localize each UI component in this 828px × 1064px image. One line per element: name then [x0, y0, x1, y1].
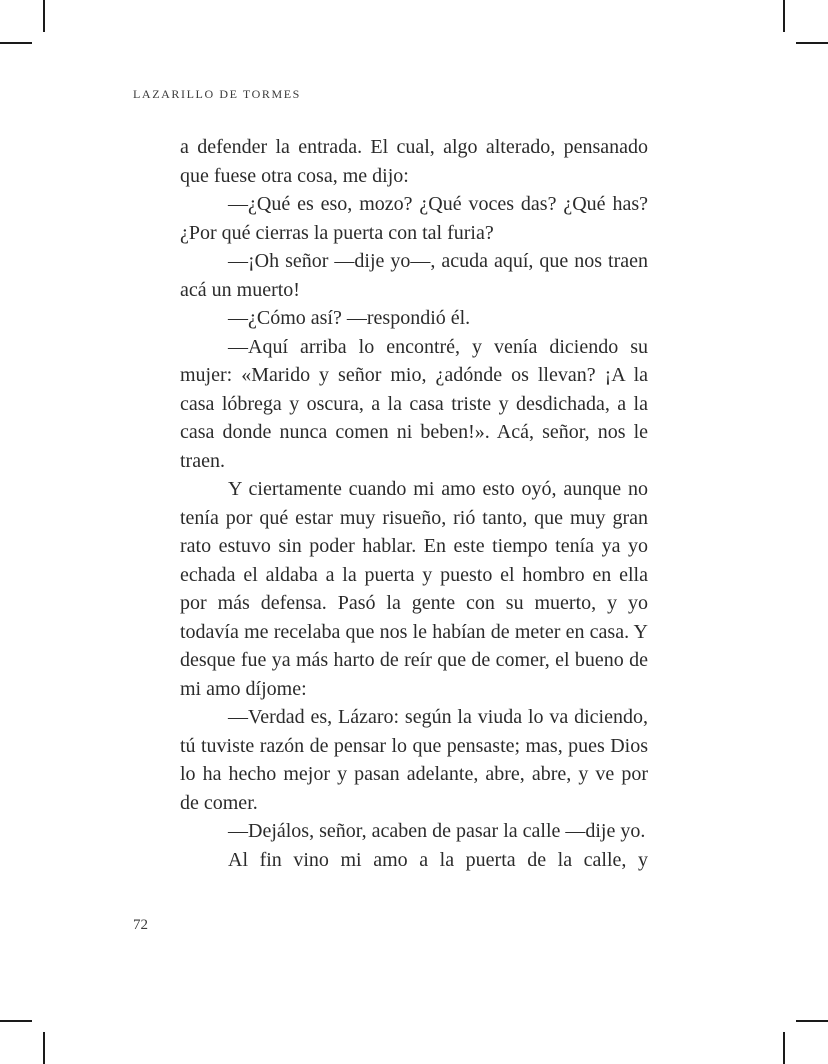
paragraph: —¿Cómo así? —respondió él. [228, 307, 471, 329]
crop-mark-top-left [43, 0, 45, 32]
crop-mark-top-right [796, 42, 828, 44]
paragraph: Al fin vino mi amo a la puerta de la calle, y [228, 848, 648, 871]
crop-mark-top-left [0, 42, 32, 44]
crop-mark-bottom-right [796, 1020, 828, 1022]
page-number: 72 [133, 917, 148, 933]
crop-mark-bottom-right [783, 1032, 785, 1064]
paragraph: —Aquí arriba lo encontré, y venía diciendo su mujer: «Marido y señor mio, ¿adónde os llevan? ¡A la casa lóbrega y oscura, a la casa triste y desdichada, a la casa donde nunca comen ni beben!». Acá, señor, nos le traen. [180, 335, 648, 472]
crop-mark-top-right [783, 0, 785, 32]
crop-mark-bottom-left [43, 1032, 45, 1064]
paragraph: —¡Oh señor —dije yo—, acuda aquí, que nos traen acá un muerto! [180, 250, 648, 301]
body-text [180, 133, 648, 874]
paragraph: —Dejálos, señor, acaben de pasar la calle —dije yo. [228, 820, 646, 842]
running-head: LAZARILLO DE TORMES [133, 87, 301, 101]
paragraph: Y ciertamente cuando mi amo esto oyó, aunque no tenía por qué estar muy risueño, rió tanto, que muy gran rato estuvo sin poder hablar. En este tiempo tenía ya yo echada el aldaba a la puerta y puesto el hombro en ella por más defensa. Pasó la gente con su muerto, y yo todavía me recelaba que nos le habían de meter en casa. Y desque fue ya más harto de reír que de comer, el bueno de mi amo díjome: [180, 478, 648, 700]
paragraph: —¿Qué es eso, mozo? ¿Qué voces das? ¿Qué has? ¿Por qué cierras la puerta con tal furia? [180, 193, 648, 244]
paragraph: —Verdad es, Lázaro: según la viuda lo va diciendo, tú tuviste razón de pensar lo que pensaste; mas, pues Dios lo ha hecho mejor y pasan adelante, abre, abre, y ve por de comer. [180, 706, 648, 814]
paragraph: a defender la entrada. El cual, algo alterado, pensanado que fuese otra cosa, me dijo: [180, 136, 648, 187]
crop-mark-bottom-left [0, 1020, 32, 1022]
